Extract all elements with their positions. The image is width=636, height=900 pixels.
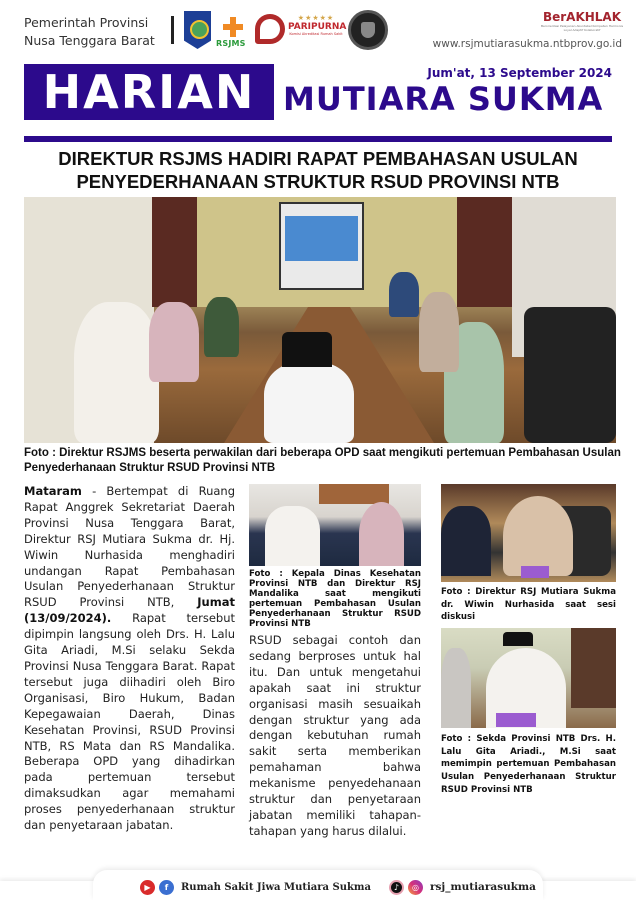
photo-tissue-box [521,566,549,578]
ntb-emblem-icon [184,11,211,49]
harian-banner [24,64,274,120]
publication-date: Jum'at, 13 September 2024 [427,66,612,80]
website-link[interactable]: www.rsjmutiarasukma.ntbprov.go.id [432,38,622,50]
photo-person [441,506,491,576]
body-text-b: Rapat tersebut dipimpin langsung oleh Drs. H. Lalu Gita Ariadi, M.Si selaku Sekda Provinsi Nusa Tenggara Barat. Rapat tersebut juga diihadiri oleh Biro Organisasi, Biro Hukum, Badan Kepegawaian Daerah, Dinas Kesehatan Provinsi, RSUD Provinsi NTB, RS Mata dan RS Mandalika. Beberapa OPD yang dihadirkan pada pertemuan tersebut dimaksudkan agar memahami proses penyederhanaan struktur dan penyetaraan jabatan. [24,611,235,833]
photo-tissue-box [496,713,536,727]
photo-person [419,292,459,372]
main-photo-caption: Foto : Direktur RSJMS beserta perwakilan dari beberapa OPD saat mengikuti pertemuan Pembahasan Usulan Penyederhanaan Struktur RSUD Provinsi NTB [24,447,621,474]
photo-direktur-rsj [441,484,616,582]
headline-line-1: DIREKTUR RSJMS HADIRI RAPAT PEMBAHASAN USULAN [58,148,578,169]
projected-slide [285,216,358,261]
photo-kadis-kesehatan [249,484,421,566]
tiktok-icon[interactable]: ♪ [389,880,404,895]
body-text-a: - Bertempat di Ruang Rapat Anggrek Sekretariat Daerah Provinsi Nusa Tenggara Barat, Direktur RSJ Mutiara Sukma dr. Hj. Wiwin Nurhasida menghadiri undangan Rapat Pembahasan Usulan Penyederhanaan Struktur RSUD Provinsi NTB, [24,484,235,610]
photo-person [441,648,471,728]
rsjms-logo-text: RSJMS [216,39,246,48]
stars-icon: ★★★★★ [297,14,335,22]
header-divider [171,16,174,44]
youtube-icon[interactable]: ▶ [140,880,155,895]
dateline: Mataram [24,484,82,498]
masthead-title: MUTIARA SUKMA [283,80,604,118]
headline-line-2: PENYEDERHANAAN STRUKTUR RSUD PROVINSI NTB [76,171,560,192]
government-label [24,14,155,50]
paripurna-subtext: Komisi Akreditasi Rumah Sakit [289,32,343,36]
article-headline [0,147,636,193]
article-column-2: RSUD sebagai contoh dan sedang berproses untuk hal itu. Dan untuk mengetahui apakah saat ini struktur organisasi masih sesuaikah dengan struktur yang ada dengan kebutuhan rumah sakit serta memberikan pemahaman bahwa mekanisme penyedehanaan struktur dan penyetaraan jabatan memiliki tahapan-tahapan yang harus dilalui. [249,633,421,838]
photo-person [264,362,354,443]
facebook-youtube-name[interactable]: Rumah Sakit Jiwa Mutiara Sukma [181,881,371,893]
photo-person [149,302,199,382]
photo-3-caption: Foto : Sekda Provinsi NTB Drs. H. Lalu Gita Ariadi., M.Si saat memimpin pertemuan Pembahasan Usulan Penyederhanaan Struktur RSUD Provinsi NTB [441,734,616,795]
photo-person [74,302,159,443]
photo-person-cap [503,632,533,646]
social-handle[interactable]: rsj_mutiarasukma [429,881,536,893]
instagram-icon[interactable]: ◎ [408,880,423,895]
photo-person [503,496,573,576]
facebook-icon[interactable]: f [159,880,174,895]
top-header [0,0,636,58]
photo-wall-board [319,484,389,504]
photo-sekda [441,628,616,728]
rsjms-logo-icon [216,12,250,50]
harian-text: HARIAN [42,65,256,119]
government-line-1: Pemerintah Provinsi [24,15,149,30]
photo-person [389,272,419,317]
projector-screen [279,202,364,290]
photo-pillar-left [152,197,197,307]
kars-q-logo-icon [255,14,285,44]
berakhlak-title: BerAKHLAK [542,10,622,24]
government-line-2: Nusa Tenggara Barat [24,33,155,48]
photo-person [204,297,239,357]
medical-cross-icon [223,17,243,37]
article-column-1 [24,484,235,834]
photo-1-caption: Foto : Kepala Dinas Kesehatan Provinsi NTB dan Direktur RSJ Mandalika saat mengikuti pertemuan Pembahasan Usulan Penyederhanaan Struktur RSUD Provinsi NTB [249,569,421,629]
masthead-rule [24,136,612,142]
berakhlak-logo [537,10,627,32]
photo-chair [524,307,616,443]
photo-pillar-right [457,197,512,307]
paripurna-logo [288,14,347,44]
photo-2-caption: Foto : Direktur RSJ Mutiara Sukma dr. Wiwin Nurhasida saat sesi diskusi [441,587,616,622]
social-links [140,878,536,896]
seal-logo-icon [348,10,388,50]
photo-person-cap [282,332,332,367]
paripurna-text: PARIPURNA [288,22,347,32]
photo-door [571,628,616,708]
photo-person [265,506,320,566]
berakhlak-subtitle: Berorientasi Pelayanan Akuntabel Kompeten Harmonis Loyal Adaptif Kolaboratif [540,24,624,32]
photo-person [359,502,404,566]
main-meeting-photo [24,197,616,443]
event-date: Jumat (13/09/2024). [24,595,235,626]
